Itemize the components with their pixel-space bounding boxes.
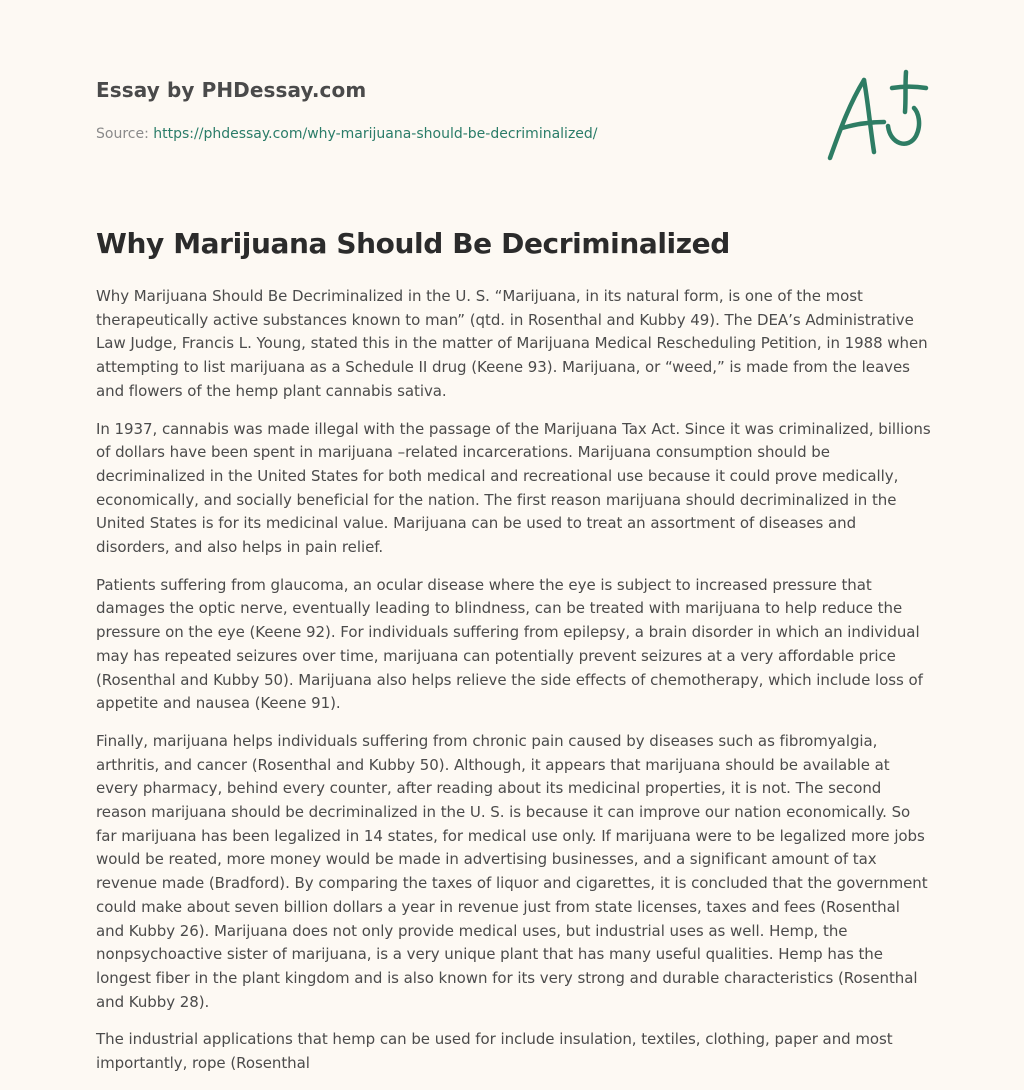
site-title: Essay by PHDessay.com <box>96 78 367 102</box>
essay-paragraph: The industrial applications that hemp can be used for include insulation, textiles, clothing, paper and most importantly, rope (Rosenthal <box>96 1030 893 1073</box>
essay-paragraph: Patients suffering from glaucoma, an ocular disease where the eye is subject to increased pressure that damages the optic nerve, eventually leading to blindness, can be treated with marijuana to help reduce the pressure on the eye (Keene 92). For individuals suffering from epilepsy, a brain disorder in which an individual may has repeated seizures over time, marijuana can potentially prevent seizures at a very affordable price (Rosenthal and Kubby 50). Marijuana also helps relieve the side effects of chemotherapy, which include loss of appetite and nausea (Keene 91). <box>96 575 923 713</box>
essay-paragraph: Finally, marijuana helps individuals suffering from chronic pain caused by diseases such as fibromyalgia, arthritis, and cancer (Rosenthal and Kubby 50). Although, it appears that marijuana should be available at every pharmacy, behind every counter, after reading about its medicinal properties, it is not. The second reason marijuana should be decriminalized in the U. S. is because it can improve our nation economically. So far marijuana has been legalized in 14 states, for medical use only. If marijuana were to be legalized more jobs would be reated, more money would be made in advertising businesses, and a significant amount of tax revenue made (Bradford). By comparing the taxes of liquor and cigarettes, it is concluded that the government could make about seven billion dollars a year in revenue just from state licenses, taxes and fees (Rosenthal and Kubby 26). Marijuana does not only provide medical uses, but industrial uses as well. Hemp, the nonpsychoactive sister of marijuana, is a very unique plant that has many useful qualities. Hemp has the longest fiber in the plant kingdom and is also known for its very strong and durable characteristics (Rosenthal and Kubby 28). <box>96 731 928 1011</box>
essay-paragraph: In 1937, cannabis was made illegal with the passage of the Marijuana Tax Act. Since it was criminalized, billions of dollars have been spent in marijuana –related incarcerations. Marijuana consumption should be decriminalized in the United States for both medical and recreational use because it could prove medically, economically, and socially beneficial for the nation. The first reason marijuana should decriminalized in the United States is for its medicinal value. Marijuana can be used to treat an assortment of diseases and disorders, and also helps in pain relief. <box>96 419 931 557</box>
a-plus-grade-icon <box>818 66 930 166</box>
page-header <box>96 76 796 144</box>
source-line <box>96 124 796 144</box>
source-label: Source: <box>96 126 154 142</box>
essay-body <box>96 285 932 1090</box>
source-link[interactable]: https://phdessay.com/why-marijuana-should-be-decriminalized/ <box>153 126 598 142</box>
essay-paragraph: Why Marijuana Should Be Decriminalized in the U. S. “Marijuana, in its natural form, is one of the most therapeutically active substances known to man” (qtd. in Rosenthal and Kubby 49). The DEA’s Administrative Law Judge, Francis L. Young, stated this in the matter of Marijuana Medical Rescheduling Petition, in 1988 when attempting to list marijuana as a Schedule II drug (Keene 93). Marijuana, or “weed,” is made from the leaves and flowers of the hemp plant cannabis sativa. <box>96 287 928 400</box>
essay-title: Why Marijuana Should Be Decriminalized <box>96 227 730 260</box>
